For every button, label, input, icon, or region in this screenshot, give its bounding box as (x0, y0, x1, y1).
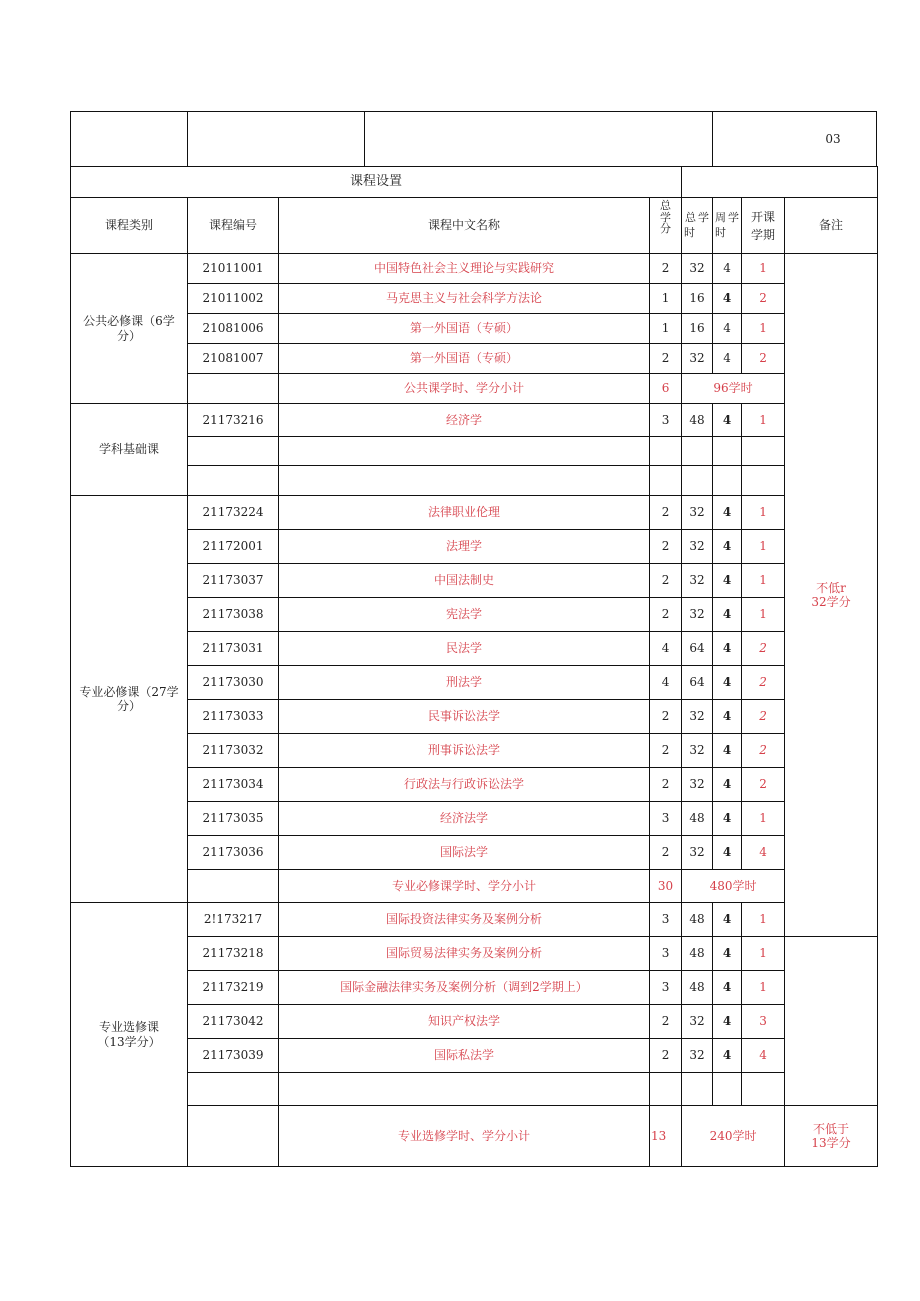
header-code: 03 (825, 132, 841, 146)
course-weekly: 4 (713, 632, 742, 666)
subtotal-row (71, 1106, 878, 1167)
table-row (71, 284, 878, 314)
course-credits: 1 (650, 314, 682, 344)
blank-cell (188, 374, 279, 404)
subtotal-credits: 30 (650, 870, 682, 903)
course-code: 21173033 (188, 700, 279, 734)
course-hours: 32 (682, 564, 713, 598)
table-row (71, 530, 878, 564)
course-weekly: 4 (713, 404, 742, 437)
course-semester: 2 (742, 666, 785, 700)
course-weekly: 4 (713, 768, 742, 802)
category-elective-line2: （13学分） (97, 1034, 161, 1049)
course-semester: 4 (742, 1039, 785, 1073)
blank-cell (188, 1106, 279, 1167)
header-divider (712, 112, 713, 166)
col-remark: 备注 (785, 198, 878, 254)
course-hours: 32 (682, 768, 713, 802)
course-weekly: 4 (713, 598, 742, 632)
course-weekly: 4 (713, 530, 742, 564)
table-row (71, 666, 878, 700)
course-hours: 16 (682, 284, 713, 314)
course-weekly: 4 (713, 971, 742, 1005)
table-row (71, 598, 878, 632)
table-row (71, 1073, 878, 1106)
course-credits: 2 (650, 564, 682, 598)
course-semester: 1 (742, 564, 785, 598)
table-row (71, 344, 878, 374)
course-semester: 2 (742, 734, 785, 768)
course-hours: 32 (682, 496, 713, 530)
course-weekly: 4 (713, 802, 742, 836)
subtotal-hours: 96学时 (682, 374, 785, 404)
course-weekly: 4 (713, 903, 742, 937)
course-name: 刑法学 (279, 666, 650, 700)
course-weekly: 4 (713, 937, 742, 971)
course-semester: 1 (742, 496, 785, 530)
course-semester: 1 (742, 254, 785, 284)
col-hours-c: 时 (684, 225, 696, 239)
course-credits: 3 (650, 404, 682, 437)
course-weekly: 4 (713, 496, 742, 530)
course-semester: 2 (742, 768, 785, 802)
course-hours: 32 (682, 734, 713, 768)
course-semester: 4 (742, 836, 785, 870)
course-name: 知识产权法学 (279, 1005, 650, 1039)
table-row (71, 632, 878, 666)
table-row (71, 971, 878, 1005)
course-semester: 1 (742, 802, 785, 836)
course-semester: 2 (742, 632, 785, 666)
course-hours: 32 (682, 344, 713, 374)
course-credits: 2 (650, 836, 682, 870)
course-semester: 1 (742, 937, 785, 971)
course-code: 21173034 (188, 768, 279, 802)
subtotal-row (71, 870, 878, 903)
course-credits: 2 (650, 700, 682, 734)
category-public (71, 254, 188, 404)
course-semester: 1 (742, 530, 785, 564)
course-name: 国际投资法律实务及案例分析 (279, 903, 650, 937)
course-semester: 1 (742, 598, 785, 632)
course-hours: 16 (682, 314, 713, 344)
course-name: 宪法学 (279, 598, 650, 632)
course-name: 行政法与行政诉讼法学 (279, 768, 650, 802)
course-name: 法理学 (279, 530, 650, 564)
category-elective-line1: 专业选修课 (98, 1020, 159, 1035)
col-code: 课程编号 (188, 198, 279, 254)
blank-cell (188, 870, 279, 903)
table-row (71, 1005, 878, 1039)
course-hours: 48 (682, 404, 713, 437)
remark-required (785, 254, 878, 937)
course-name: 民法学 (279, 632, 650, 666)
course-semester: 1 (742, 314, 785, 344)
course-credits: 2 (650, 768, 682, 802)
header-divider (364, 112, 365, 166)
table-row (71, 802, 878, 836)
course-credits: 3 (650, 937, 682, 971)
course-weekly: 4 (713, 314, 742, 344)
course-weekly: 4 (713, 734, 742, 768)
course-credits: 4 (650, 632, 682, 666)
subtotal-credits: 6 (650, 374, 682, 404)
course-credits: 2 (650, 530, 682, 564)
course-name: 中国特色社会主义理论与实践研究 (279, 254, 650, 284)
course-name: 国际金融法律实务及案例分析（调到2学期上） (279, 971, 650, 1005)
course-credits: 2 (650, 1039, 682, 1073)
subtotal-label: 专业选修学时、学分小计 (279, 1106, 650, 1167)
subtotal-credits: 13 (650, 1106, 682, 1167)
course-weekly: 4 (713, 1039, 742, 1073)
col-weekly-a: 周 (715, 211, 727, 225)
column-header-row (71, 198, 878, 254)
course-credits: 1 (650, 284, 682, 314)
course-hours: 48 (682, 802, 713, 836)
course-credits: 3 (650, 971, 682, 1005)
table-row (71, 937, 878, 971)
course-code: 2!173217 (188, 903, 279, 937)
course-code: 21011002 (188, 284, 279, 314)
course-credits: 2 (650, 254, 682, 284)
course-semester: 1 (742, 404, 785, 437)
table-row (71, 404, 878, 437)
course-name: 第一外国语（专硕） (279, 314, 650, 344)
course-semester: 1 (742, 971, 785, 1005)
col-semester (742, 198, 785, 254)
course-name: 马克思主义与社会科学方法论 (279, 284, 650, 314)
category-required-line2: 分） (116, 699, 141, 713)
col-weekly (713, 198, 742, 254)
col-semester-a: 开课 (751, 209, 776, 224)
table-row (71, 466, 878, 496)
col-name: 课程中文名称 (279, 198, 650, 254)
course-name: 民事诉讼法学 (279, 700, 650, 734)
subtotal-label: 专业必修课学时、学分小计 (279, 870, 650, 903)
col-credits (650, 198, 682, 254)
course-hours: 32 (682, 254, 713, 284)
header-strip (70, 111, 877, 167)
course-table (70, 166, 878, 1167)
table-row (71, 437, 878, 466)
course-name: 中国法制史 (279, 564, 650, 598)
course-name: 国际私法学 (279, 1039, 650, 1073)
category-public-line1: 公共必修课（6学 (83, 314, 175, 329)
course-code: 21173038 (188, 598, 279, 632)
course-weekly: 4 (713, 1005, 742, 1039)
course-weekly: 4 (713, 666, 742, 700)
course-semester: 2 (742, 700, 785, 734)
course-credits: 2 (650, 734, 682, 768)
category-required (71, 496, 188, 903)
course-semester: 2 (742, 344, 785, 374)
col-weekly-b: 学 (728, 211, 740, 225)
course-weekly: 4 (713, 836, 742, 870)
course-hours: 32 (682, 836, 713, 870)
course-credits: 2 (650, 1005, 682, 1039)
course-name: 经济法学 (279, 802, 650, 836)
course-code: 21173224 (188, 496, 279, 530)
section-title: 课程设置 (71, 167, 682, 198)
course-weekly: 4 (713, 564, 742, 598)
course-code: 21173030 (188, 666, 279, 700)
course-name: 国际贸易法律实务及案例分析 (279, 937, 650, 971)
category-elective (71, 903, 188, 1167)
course-code: 21173032 (188, 734, 279, 768)
course-hours: 32 (682, 1039, 713, 1073)
course-code: 21081007 (188, 344, 279, 374)
course-code: 21011001 (188, 254, 279, 284)
category-public-line2: 分） (116, 328, 141, 343)
col-hours (682, 198, 713, 254)
subtotal-row (71, 374, 878, 404)
col-hours-b: 学 (698, 211, 710, 225)
section-title-blank (682, 167, 878, 198)
course-weekly: 4 (713, 344, 742, 374)
course-name: 第一外国语（专硕） (279, 344, 650, 374)
table-row (71, 836, 878, 870)
header-divider (187, 112, 188, 166)
col-hours-a: 总 (685, 211, 697, 225)
course-semester: 3 (742, 1005, 785, 1039)
course-code: 21173035 (188, 802, 279, 836)
course-semester: 1 (742, 903, 785, 937)
course-credits: 3 (650, 903, 682, 937)
course-credits: 2 (650, 496, 682, 530)
course-credits: 3 (650, 802, 682, 836)
course-weekly: 4 (713, 284, 742, 314)
course-name: 国际法学 (279, 836, 650, 870)
course-hours: 64 (682, 632, 713, 666)
course-name: 经济学 (279, 404, 650, 437)
course-credits: 2 (650, 598, 682, 632)
table-row (71, 314, 878, 344)
table-row (71, 734, 878, 768)
course-weekly: 4 (713, 254, 742, 284)
course-hours: 32 (682, 598, 713, 632)
subtotal-label: 公共课学时、学分小计 (279, 374, 650, 404)
table-row (71, 496, 878, 530)
table-row (71, 768, 878, 802)
subtotal-hours: 240学时 (682, 1106, 785, 1167)
remark-elective (785, 1106, 878, 1167)
course-code: 21173037 (188, 564, 279, 598)
table-row (71, 564, 878, 598)
course-hours: 32 (682, 1005, 713, 1039)
table-row (71, 700, 878, 734)
col-category: 课程类别 (71, 198, 188, 254)
course-hours: 48 (682, 971, 713, 1005)
course-name: 法律职业伦理 (279, 496, 650, 530)
category-basic: 学科基础课 (71, 404, 188, 496)
course-hours: 64 (682, 666, 713, 700)
remark-elective-line1: 不低于 (813, 1121, 850, 1136)
category-required-line1: 专业必修课（27学 (79, 684, 179, 699)
course-hours: 32 (682, 700, 713, 734)
course-code: 21173031 (188, 632, 279, 666)
course-code: 21173042 (188, 1005, 279, 1039)
remark-required-line1: 不低r (816, 580, 846, 595)
course-hours: 32 (682, 530, 713, 564)
course-weekly: 4 (713, 700, 742, 734)
course-code: 21081006 (188, 314, 279, 344)
course-semester: 2 (742, 284, 785, 314)
table-row (71, 903, 878, 937)
col-credits-label: 总学分 (660, 199, 671, 236)
table-row (71, 254, 878, 284)
course-code: 21172001 (188, 530, 279, 564)
subtotal-hours: 480学时 (682, 870, 785, 903)
course-credits: 4 (650, 666, 682, 700)
course-code: 21173219 (188, 971, 279, 1005)
remark-required-line2: 32学分 (811, 595, 851, 609)
course-code: 21173218 (188, 937, 279, 971)
course-hours: 48 (682, 903, 713, 937)
course-hours: 48 (682, 937, 713, 971)
remark-elective-line2: 13学分 (811, 1136, 851, 1150)
course-code: 21173036 (188, 836, 279, 870)
col-weekly-c: 时 (715, 225, 727, 239)
course-name: 刑事诉讼法学 (279, 734, 650, 768)
course-code: 21173216 (188, 404, 279, 437)
table-row (71, 1039, 878, 1073)
course-code: 21173039 (188, 1039, 279, 1073)
col-semester-b: 学期 (751, 227, 776, 242)
course-credits: 2 (650, 344, 682, 374)
